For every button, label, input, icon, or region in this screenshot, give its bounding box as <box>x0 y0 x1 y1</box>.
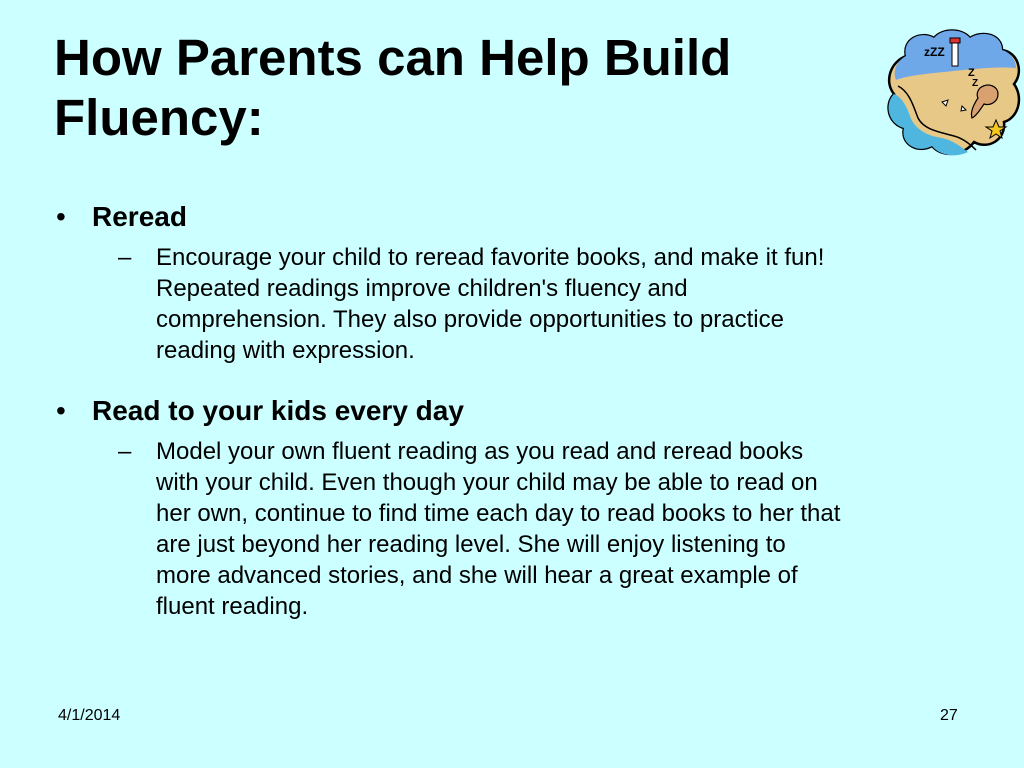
bullet-item-read-daily <box>54 394 974 428</box>
bullet-heading: Reread <box>92 201 187 232</box>
clipart-zzz-2: Z <box>968 67 975 79</box>
sub-bullet-reread <box>118 242 986 366</box>
sub-bullet-line: more advanced stories, and she will hear a great example of <box>156 562 798 589</box>
beach-sleeping-clipart <box>884 26 1024 160</box>
footer-page-number: 27 <box>940 707 958 724</box>
clipart-lighthouse-top <box>950 38 960 43</box>
clipart-lighthouse <box>952 42 958 66</box>
sub-bullet-read-daily <box>118 436 986 622</box>
sub-bullet-line: Encourage your child to reread favorite books, and make it fun! <box>156 244 825 271</box>
bullet-marker: • <box>56 395 66 426</box>
footer-date: 4/1/2014 <box>58 707 121 724</box>
sub-bullet-line: Model your own fluent reading as you read and reread books <box>156 438 804 465</box>
sub-bullet-line: comprehension. They also provide opportunities to practice <box>156 306 784 333</box>
sub-bullet-line: Repeated readings improve children's fluency and <box>156 275 688 302</box>
bullet-spacer <box>54 366 974 394</box>
title-line-2: Fluency: <box>54 89 264 146</box>
bullet-list <box>54 200 974 622</box>
bullet-marker: • <box>56 201 66 232</box>
slide-title <box>54 28 854 148</box>
sub-bullet-line: fluent reading. <box>156 593 309 620</box>
clipart-zzz-3: Z <box>972 78 979 89</box>
sub-bullet-marker: – <box>118 244 132 271</box>
sub-bullet-line: are just beyond her reading level. She will enjoy listening to <box>156 531 786 558</box>
sub-bullet-line: her own, continue to find time each day to read books to her that <box>156 500 841 527</box>
title-line-1: How Parents can Help Build <box>54 29 732 86</box>
beach-clipart-svg <box>884 26 1024 160</box>
clipart-zzz: zZZ <box>924 45 945 59</box>
bullet-item-reread <box>54 200 974 234</box>
sub-bullet-line: with your child. Even though your child may be able to read on <box>156 469 818 496</box>
sub-bullet-line: reading with expression. <box>156 337 415 364</box>
bullet-heading: Read to your kids every day <box>92 395 464 426</box>
sub-bullet-marker: – <box>118 438 132 465</box>
